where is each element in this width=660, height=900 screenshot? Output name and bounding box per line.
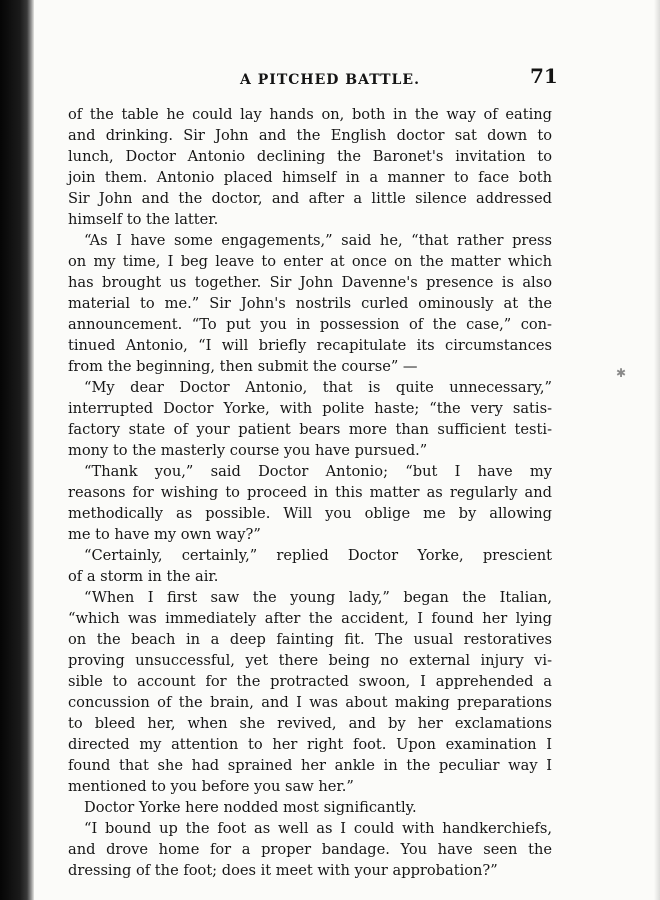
- text-line: mentioned to you before you saw her.”: [68, 778, 354, 795]
- text-line: “which was immediately after the accident, I found her lying: [68, 610, 552, 627]
- text-line: methodically as possible. Will you oblige me by allowing: [68, 505, 552, 522]
- text-line: dressing of the foot; does it meet with your approbation?”: [68, 862, 498, 879]
- text-line: “I bound up the foot as well as I could with handkerchiefs,: [84, 820, 552, 837]
- text-line: announcement. “To put you in possession of the case,” con-: [68, 316, 552, 333]
- running-title: A PITCHED BATTLE.: [240, 72, 420, 88]
- text-line: mony to the masterly course you have pursued.”: [68, 442, 428, 459]
- text-line: on my time, I beg leave to enter at once on the matter which: [68, 253, 552, 270]
- text-line: and drove home for a proper bandage. You have seen the: [68, 841, 552, 858]
- text-line: material to me.” Sir John's nostrils curled ominously at the: [68, 295, 552, 312]
- text-line: himself to the latter.: [68, 211, 219, 228]
- text-line: “Certainly, certainly,” replied Doctor Yorke, prescient: [84, 547, 552, 564]
- text-line: concussion of the brain, and I was about making preparations: [68, 694, 552, 711]
- text-line: reasons for wishing to proceed in this matter as regularly and: [68, 484, 552, 501]
- text-line: directed my attention to her right foot. Upon examination I: [68, 736, 552, 753]
- text-line: “My dear Doctor Antonio, that is quite unnecessary,”: [84, 379, 552, 396]
- text-line: and drinking. Sir John and the English doctor sat down to: [68, 127, 552, 144]
- text-line: tinued Antonio, “I will briefly recapitulate its circumstances: [68, 337, 552, 354]
- text-line: proving unsuccessful, yet there being no external injury vi-: [68, 652, 552, 669]
- text-line: “Thank you,” said Doctor Antonio; “but I have my: [84, 463, 552, 480]
- text-line: on the beach in a deep fainting fit. The usual restoratives: [68, 631, 552, 648]
- page-header: [60, 54, 560, 94]
- text-line: factory state of your patient bears more than sufficient testi-: [68, 421, 552, 438]
- text-line: has brought us together. Sir John Davenne's presence is also: [68, 274, 552, 291]
- text-line: of the table he could lay hands on, both in the way of eating: [68, 106, 552, 123]
- text-line: join them. Antonio placed himself in a manner to face both: [68, 169, 552, 186]
- text-line: “As I have some engagements,” said he, “that rather press: [84, 232, 552, 249]
- text-line: sible to account for the protracted swoon, I apprehended a: [68, 673, 552, 690]
- text-line: to bleed her, when she revived, and by her exclamations: [68, 715, 552, 732]
- text-line: Sir John and the doctor, and after a little silence addressed: [68, 190, 552, 207]
- text-line: Doctor Yorke here nodded most significantly.: [84, 799, 417, 816]
- text-line: me to have my own way?”: [68, 526, 261, 543]
- page-edge-shadow: [654, 0, 660, 900]
- binding-gutter: [0, 0, 34, 900]
- text-line: lunch, Doctor Antonio declining the Baronet's invitation to: [68, 148, 552, 165]
- text-line: of a storm in the air.: [68, 568, 219, 585]
- page-number: 71: [530, 64, 558, 88]
- text-line: found that she had sprained her ankle in the peculiar way I: [68, 757, 552, 774]
- text-line: “When I first saw the young lady,” began the Italian,: [84, 589, 552, 606]
- text-line: from the beginning, then submit the course” —: [68, 358, 418, 375]
- text-line: interrupted Doctor Yorke, with polite haste; “the very satis-: [68, 400, 552, 417]
- ink-speck: ✱: [616, 366, 627, 380]
- body-text: [68, 104, 552, 881]
